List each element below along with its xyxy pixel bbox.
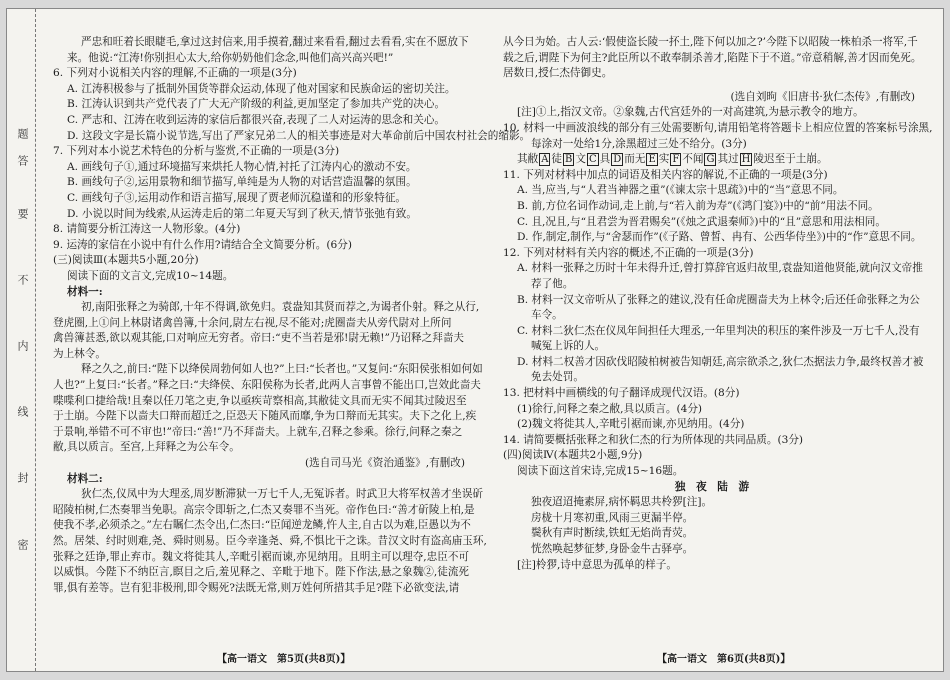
text-line: 阅读下面的文言文,完成10~14题。	[67, 269, 234, 282]
break-option-box: C	[588, 154, 597, 166]
break-option-box: A	[541, 154, 549, 166]
text-line: B. 江涛认识到共产党代表了广大无产阶级的利益,更加坚定了参加共产党的决心。	[67, 98, 446, 111]
text-line: 来。他说:“江涛!你别担心太大,给你奶奶他们念念,叫他们高兴高兴吧!”	[67, 51, 394, 64]
text-line: D. 材料二权善才因砍伐昭陵柏树被告知朝廷,高宗欲杀之,狄仁杰据法力争,最终权善才被	[517, 355, 924, 368]
break-option-text: 陵迟	[753, 153, 775, 166]
break-option-text: 徒	[551, 153, 563, 166]
text-line: 11. 下列对材料中加点的词语及相关内容的解说,不正确的一项是(3分)	[503, 168, 828, 181]
text-line: A. 当,应当,与“人君当神器之重”(《谏太宗十思疏》)中的“当”意思不同。	[517, 184, 844, 197]
text-line: 罪,俱有差等。岂有犯非极刑,即令赐死?法既无常,则万姓何所措其手足?陛下必欲变法,请	[53, 581, 460, 594]
text-line: C. 材料二狄仁杰在仪凤年间担任大理丞,一年里判决的积压的案件涉及一万七千人,没有	[517, 324, 920, 337]
text-line: (四)阅读Ⅳ(本题共2小题,9分)	[503, 449, 643, 462]
text-line: 初,南阳张释之为骑郎,十年不得调,欲免归。袁盎知其贤而荐之,为谒者仆射。释之从行,	[81, 301, 480, 314]
text-line: 鬓秋有声时断续,铁虹无焰尚青荧。	[531, 527, 694, 540]
text-line: 释之久之,前曰:“陛下以绛侯周勃何如人也?”上曰:“长者也。”又复问:“东阳侯张相如何如	[81, 363, 483, 376]
text-line: 10. 材料一中画波浪线的部分有三处需要断句,请用铅笔将答题卡上相应位置的答案标号涂黑,	[503, 121, 933, 134]
text-line: 于土崩。今陛下以啬夫口辩而超迁之,臣恐天下随风而靡,争为口辩而无其实。夫下之化上,疾	[53, 410, 477, 423]
text-line: A. 材料一张释之历时十年未得升迁,曾打算辞官返归故里,袁盎知道他贤能,就向汉文帝推	[517, 262, 923, 275]
seal-char: 内	[16, 340, 29, 351]
text-line: 禽兽簿甚悉,欲以观其能,口对响应无穷者。帝曰:“吏不当若是邪!尉无赖!”乃诏释之拜啬夫	[53, 332, 465, 345]
seal-line	[7, 9, 36, 671]
spacer	[503, 82, 921, 90]
text-line: (三)阅读Ⅲ(本题共5小题,20分)	[53, 254, 199, 267]
text-line: 14. 请简要概括张释之和狄仁杰的行为所体现的共同品质。(3分)	[503, 433, 804, 446]
boxes-prefix: 其敝	[517, 153, 539, 166]
break-option-box: G	[706, 154, 715, 166]
left-column	[53, 35, 531, 596]
text-line: 张释之廷诤,罪止弃市。魏文将徙其人,辛毗引裾而谏,亦见纳用。且明主可以理夺,忠臣不可	[53, 550, 470, 563]
exam-page	[6, 8, 944, 672]
text-line: 车令。	[531, 309, 563, 322]
text-line: (选自刘昫《旧唐书·狄仁杰传》,有删改)	[730, 90, 915, 103]
text-line: 居数日,授仁杰侍御史。	[503, 67, 613, 80]
page-footer-left: 【高一语文 第5页(共8页)】	[217, 654, 351, 665]
text-line: 然。居桀、纣时则难,尧、舜时则易。臣今幸逢尧、舜,不惧比干之诛。昔汉文时有盗高庙玉环,	[53, 535, 487, 547]
break-option-text: 其过	[717, 153, 739, 166]
text-line: 喋喋利口捷给哉!且秦以任刀笔之吏,争以亟疾苛察相高,其敝徒文具而无实不闻其过陵迟至	[53, 394, 467, 407]
text-line: 恍然唤起梦征梦,身卧金牛古驿亭。	[531, 543, 694, 555]
break-option-text: 不闻	[682, 153, 704, 166]
text-line: 使我不孝,必须杀之。”左右瞩仁杰令出,仁杰曰:“臣闻逆龙鳞,忤人主,自古以为难,臣愚以为不	[53, 519, 471, 532]
break-option-text: 具	[599, 153, 611, 166]
text-line: 9. 运涛的家信在小说中有什么作用?请结合全文简要分析。(6分)	[53, 238, 353, 251]
text-line: 以威惧。今陛下不纳臣言,瞑目之后,羞见释之、辛毗于地下。陛下作法,悬之象魏②,徒流死	[53, 566, 470, 579]
text-line: 6. 下列对小说相关内容的理解,不正确的一项是(3分)	[53, 67, 297, 80]
text-line: A. 江涛积极参与了抵制外国货等群众运动,体现了他对国家和民族命运的密切关注。	[67, 82, 456, 95]
text-line: 从今日为始。古人云:‘假使盗长陵一抔土,陛下何以加之?’今陛下以昭陵一株柏杀一将军,千	[503, 36, 918, 48]
sentence-break-options	[503, 152, 921, 168]
boxes-suffix: 至于土崩。	[774, 153, 828, 166]
break-option-box: F	[672, 154, 680, 166]
text-line: 登虎圈,上①问上林尉诸禽兽簿,十余问,尉左右视,尽不能对;虎圈啬夫从旁代尉对上所问	[53, 316, 452, 329]
text-line: 材料二:	[67, 472, 103, 485]
text-line: 13. 把材料中画横线的句子翻译成现代汉语。(8分)	[503, 387, 740, 400]
text-line: 人也?”上复曰:“长者。”释之曰:“夫绛侯、东阳侯称为长者,此两人言事曾不能出口,岂效此啬夫	[53, 379, 481, 392]
text-line: 材料一:	[67, 285, 103, 298]
text-line: B. 材料一汉文帝听从了张释之的建议,没有任命虎圈啬夫为上林令;后还任命张释之为公	[517, 293, 920, 306]
text-line: A. 画线句子①,通过环境描写来烘托人物心情,衬托了江涛内心的激动不安。	[67, 160, 417, 173]
text-line: [注]柃猡,诗中意思为孤单的样子。	[517, 558, 677, 571]
text-line: [注]①上,指汉文帝。②象魏,古代宫廷外的一对高建筑,为悬示教令的地方。	[517, 106, 864, 119]
text-line: 于景响,举错不可不审也!”帝曰:“善!”乃不拜啬夫。上就车,召释之参乘。徐行,问释之秦之	[53, 425, 463, 438]
seal-char: 封	[16, 472, 29, 484]
text-line: (2)魏文将徙其人,辛毗引裾而谏,亦见纳用。(4分)	[517, 418, 745, 431]
text-line: 载之后,谓陛下为何主?此臣所以不敢奉制杀善才,陷陛下于不道。”帝意稍解,善才因而免死。	[503, 51, 922, 64]
text-line: C. 且,况且,与“且君尝为晋君赐矣”(《烛之武退秦师》)中的“且”意思和用法相同。	[517, 215, 886, 228]
seal-char: 密	[16, 538, 29, 550]
seal-char: 线	[16, 406, 29, 418]
text-line: 独夜迢迢掩素屏,病怀羁思共柃猡[注]。	[531, 496, 713, 509]
break-option-box: D	[613, 154, 622, 166]
text-line: B. 前,方位名词作动词,走上前,与“若入前为寿”(《鸿门宴》)中的“前”用法不同。	[517, 199, 879, 212]
text-line: 敝,具以质言。至宫,上拜释之为公车令。	[53, 441, 240, 454]
text-line: 严忠和旺着长眼睫毛,拿过这封信来,用手摸着,翻过来看看,翻过去看看,实在不愿放下	[81, 36, 469, 48]
text-line: D. 这段文字是长篇小说节选,写出了严家兄弟二人的相关事迹是对大革命前后中国农村社会的缩影。	[67, 129, 531, 142]
text-line: 狄仁杰,仪凤中为大理丞,周岁断滞狱一万七千人,无冤诉者。时武卫大将军权善才坐误斫	[81, 488, 484, 501]
text-line: 免去处罚。	[531, 371, 584, 384]
break-option-box: B	[565, 154, 573, 166]
seal-char: 题	[16, 128, 29, 140]
text-line: 8. 请简要分析江涛这一人物形象。(4分)	[53, 223, 241, 236]
seal-char: 答	[16, 154, 29, 166]
break-option-box: H	[741, 154, 751, 166]
text-line: 12. 下列对材料有关内容的概述,不正确的一项是(3分)	[503, 246, 754, 259]
text-line: 为上林令。	[53, 347, 106, 360]
break-option-text: 文	[575, 153, 586, 166]
text-line: 阅读下面这首宋诗,完成15~16题。	[517, 465, 684, 478]
text-line: C. 画线句子③,运用动作和语言描写,展现了贾老师沉稳谨和的形象特征。	[67, 191, 407, 204]
text-line: 喊冤上诉的人。	[531, 340, 606, 353]
text-line: 房栊十月寒初重,风雨三更漏半停。	[531, 511, 694, 524]
text-line: 昭陵柏树,仁杰奏罪当免职。高宗令即斩之,仁杰又奏罪不当死。帝作色曰:“善才斫陵上柏,是	[53, 503, 475, 516]
text-line: 7. 下列对本小说艺术特色的分析与鉴赏,不正确的一项是(3分)	[53, 145, 340, 158]
text-line: 荐了他。	[531, 277, 574, 290]
text-line: 独 夜 陆 游	[674, 480, 750, 493]
text-line: B. 画线句子②,运用景物和细节描写,单纯是为人物的对话营造温馨的氛围。	[67, 176, 417, 189]
break-option-box: E	[648, 154, 656, 166]
break-option-text: 而无	[624, 153, 646, 166]
text-line: D. 小说以时间为线索,从运涛走后的第二年夏天写到了秋天,情节张弛有致。	[67, 207, 417, 220]
text-line: 每涂对一处给1分,涂黑超过三处不给分。(3分)	[531, 137, 747, 150]
text-line: C. 严志和、江涛在收到运涛的家信后都很兴奋,表现了二人对运涛的思念和关心。	[67, 113, 446, 126]
text-line: D. 作,制定,制作,与“舍瑟而作”(《子路、曾皙、冉有、公西华侍坐》)中的“作”意思不同。	[517, 231, 922, 244]
page-footer-right: 【高一语文 第6页(共8页)】	[657, 654, 791, 665]
seal-char: 要	[16, 207, 29, 219]
text-line: (1)徐行,问释之秦之敝,具以质言。(4分)	[517, 402, 703, 415]
break-option-text: 实	[658, 153, 670, 166]
seal-char: 不	[16, 273, 29, 285]
text-line: (选自司马光《资治通鉴》,有删改)	[305, 457, 465, 470]
right-column	[503, 35, 933, 573]
